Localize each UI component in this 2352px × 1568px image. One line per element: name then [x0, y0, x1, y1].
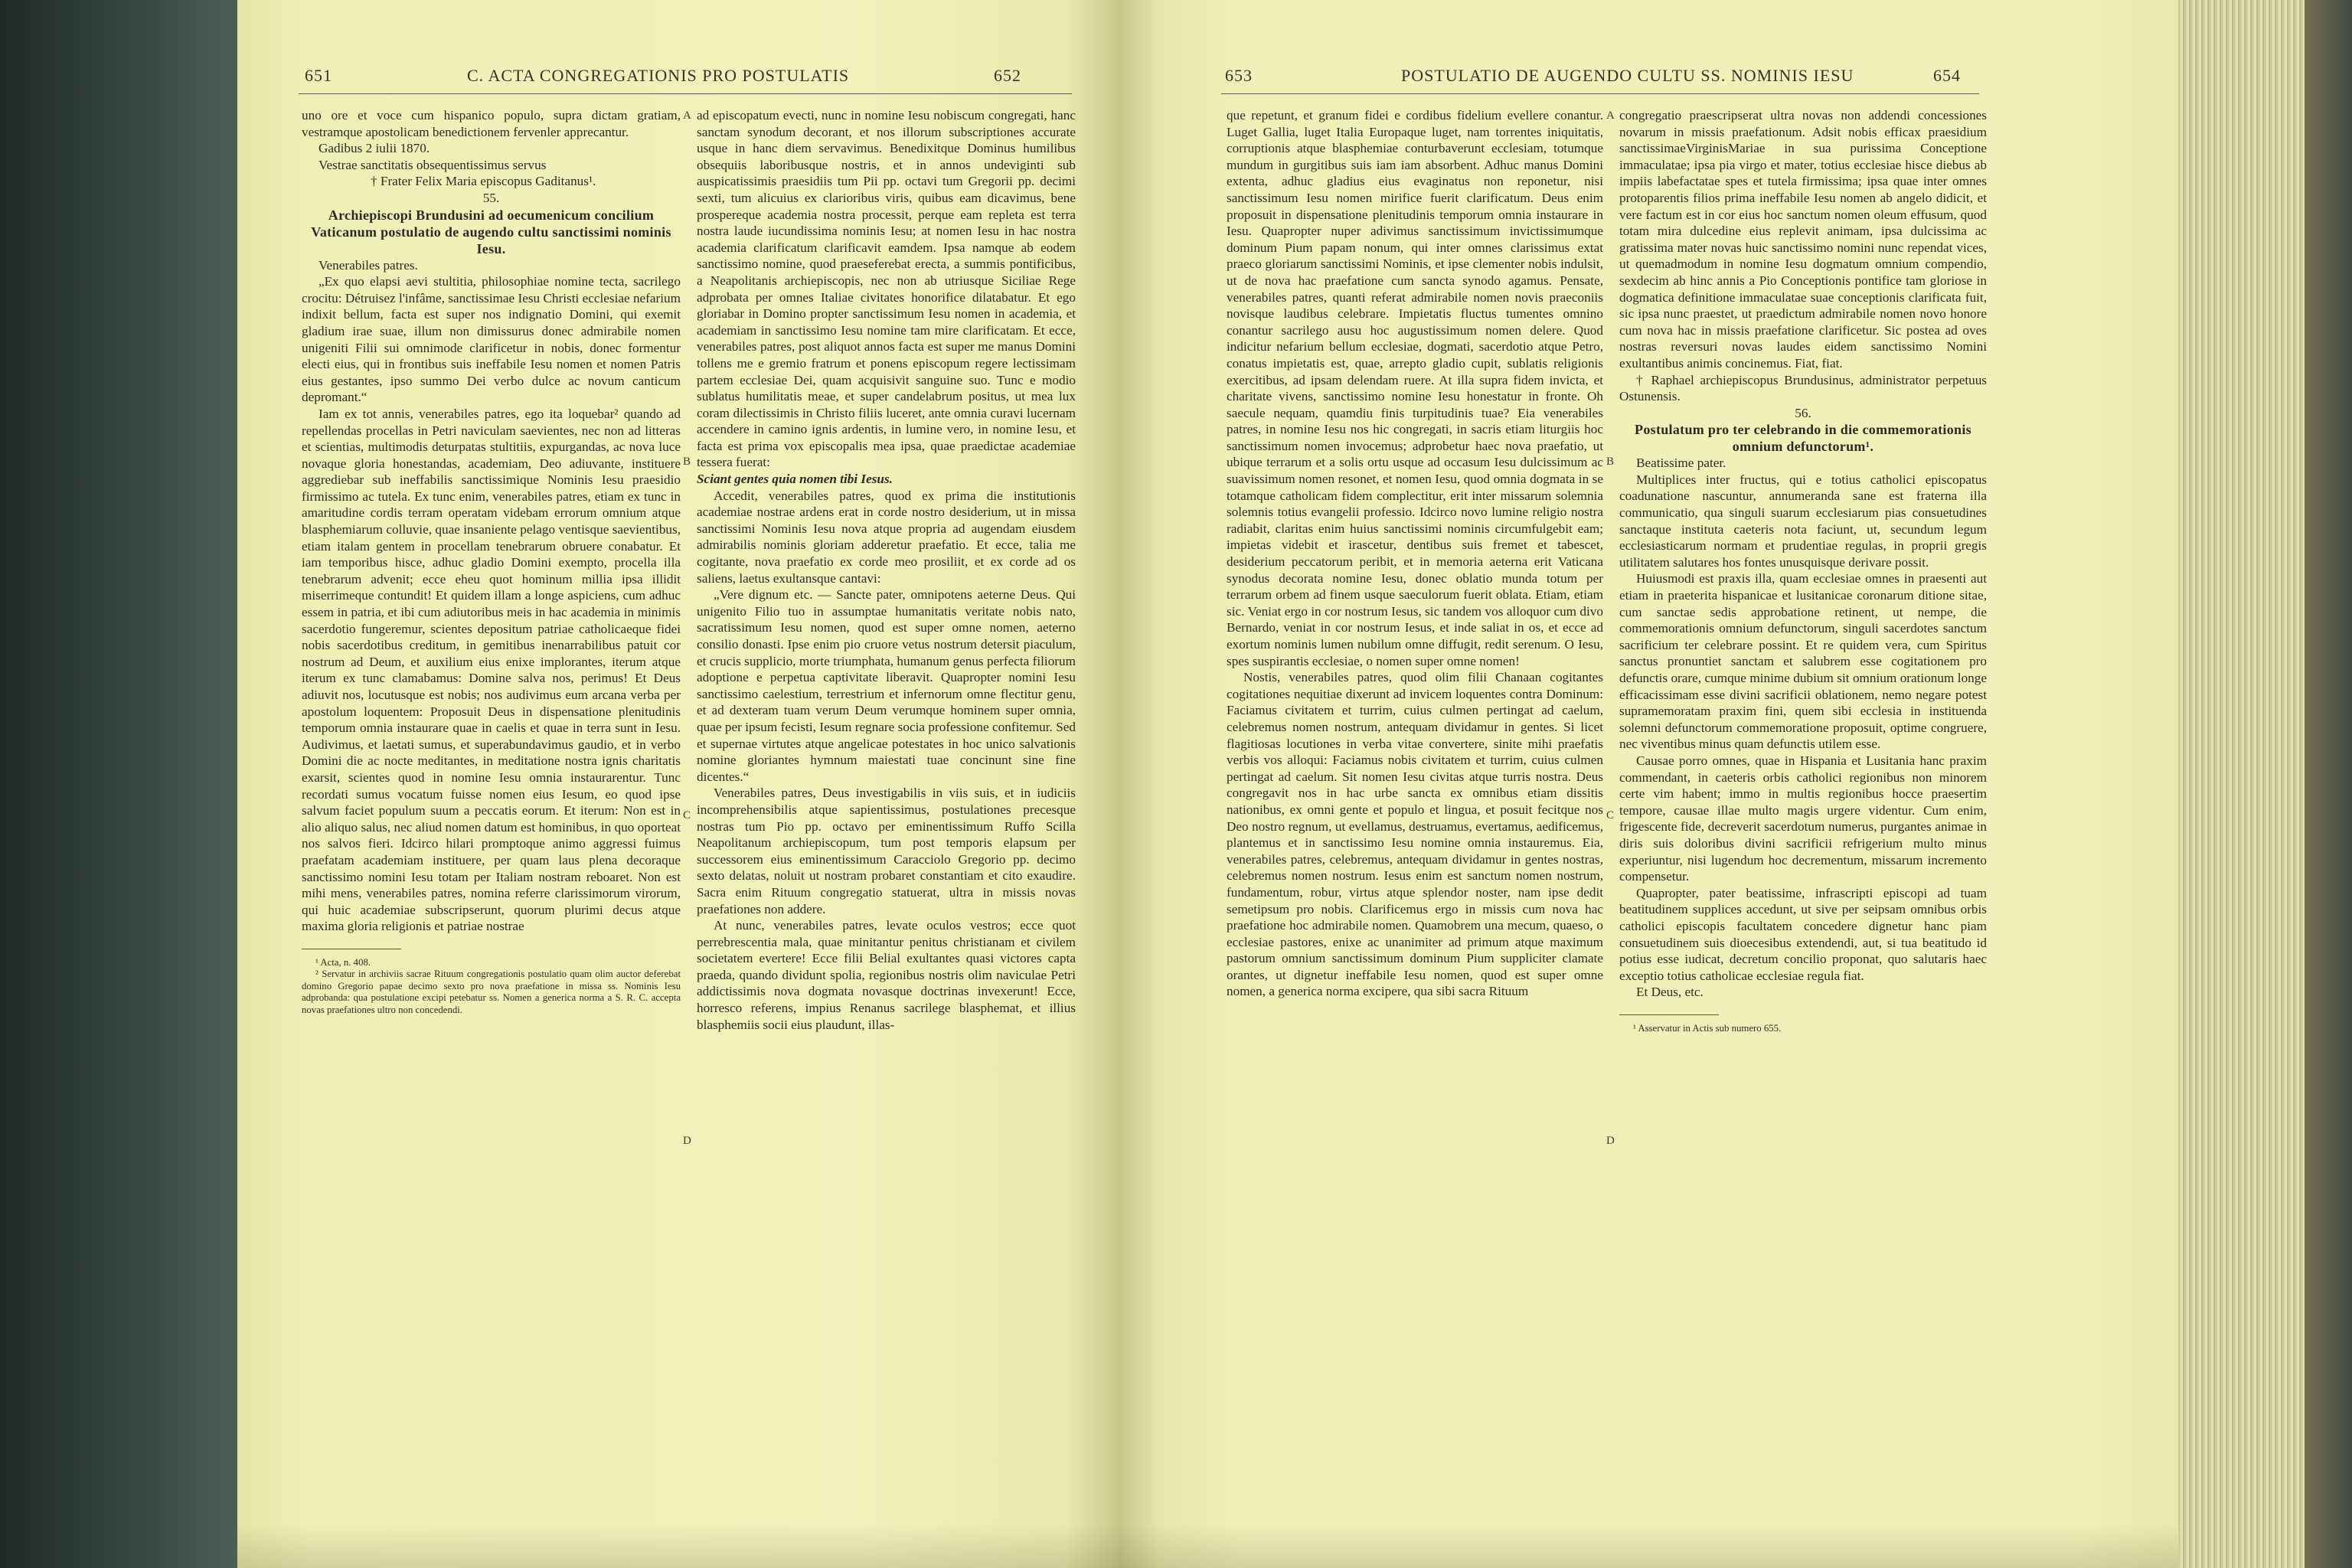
binding-shadow: [0, 0, 253, 1568]
paragraph: congregatio praescripserat ultra novas non addendi concessiones novarum in missis praefationum. Adsit nobis efficax praesidium sanctissimaeVirginisMariae in sua purissima Conceptione immaculatae; ipsa pia virgo et mater, totius ecclesiae hisce diebus ab impiis labefactatae spes et tutela firmissima; ipsa quae inter omnes protoparentis filios prima ineffabile Iesu nomen ab angelo didicit, et vere factum est in cor eius hoc sanctum nomen oleum effusum, quod totam mira dulcedine eius replevit animam, ipsa dulcissima ac gratissima mater novas huic sanctissimo nomini nunc rependat vices, ut quemadmodum in nomine Iesu dogmatum omnium compendio, sexdecim ab hinc annis a Pio Conceptionis pontifice tam gloriose in dogmatica definitione immaculatae suae conceptionis clarificata fuit, sic ipsa nunc praestet, ut praedictum admirabile nomen novo honore cum nova hac in missis praefatione clarificetur. Sic postea ad oves nostras reversuri novas laudes eidem sanctissimo Nomini exultantibus animis concinemus. Fiat, fiat.: [1619, 108, 1987, 371]
right-page: [1118, 0, 2178, 1568]
place-date: Gadibus 2 iulii 1870.: [318, 141, 430, 156]
paragraph: Venerabiles patres, Deus investigabilis in viis suis, et in iudiciis incomprehensibilis atque sapientissimus, postulationes precesque nostras tum Pio pp. octavo per eminentissimum Ruffo Scilla Neapolitanum archiepiscopum, tum post temporis elapsum per successorem eius eminentissimum Caracciolo Gregorio pp. decimo sexto delatas, noluit ut nostram probaret constantiam et cito exaudire. Sacra enim Rituum congregatio statuerat, ultra in missis novas praefationes non addere.: [697, 786, 1076, 916]
paragraph: ad episcopatum evecti, nunc in nomine Iesu nobiscum congregati, hanc sanctam synodum decorant, et nos illorum subscriptiones accurate usque in hanc diem servavimus. Benedixitque Dominus humilibus obsequiis laboribusque nostris, et in annos undeviginti sub auspicatissimis praesidiis tum Pii pp. octavi tum Gregorii pp. decimi sexti, tum alicuius ex clarioribus viris, quibus eam dicavimus, bene prospereque academia nostra processit, perque eam repleta est terra nostra laude iucundissima nominis Iesu; at nomen Iesu in hac nostra academia clarificatum clarificavit eamdem. Ipsa namque ab eodem sanctissimo nomine, quod praeseferebat erecta, a summis pontificibus, a Neapolitanis archiepiscopis, nec non ab utriusque Siciliae Rege adprobata per omnes Italiae civitates honorifice dilatabatur. Et ego gloriabar in Domino propter sanctissimum Iesu nomen in academia, et academiam in sanctissimo Iesu nomine tam mire clarificatam. Et ecce, venerabiles patres, post aliquot annos facta est super me manus Domini tollens me e gremio fratrum et ponens episcopum regere lectissimam partem ecclesiae Dei, quam acquisivit sanguine suo. Tunc e modio sublatus humilitatis meae, et super candelabrum positus, ut mea lux coram dilectissimis in Christo filiis luceret, ante omnia curavi lucernam accendere in camino ignis ardentis, in lumine vero, in nomine Iesu, et facta est prima vox episcopalis mea ipsa, quae praedictae academiae tessera fuerat:: [697, 108, 1076, 470]
motto: Sciant gentes quia nomen tibi Iesus.: [697, 472, 893, 487]
left-page: [237, 0, 1118, 1568]
right-page-column-2: [1619, 107, 1987, 1034]
footnotes: [1619, 1023, 1987, 1035]
left-page-number-652: 652: [994, 66, 1021, 85]
footnote: ¹ Acta, n. 408.: [315, 956, 371, 968]
right-page-number-653: 653: [1225, 66, 1253, 85]
margin-letter: A: [683, 109, 691, 122]
section-number: 55.: [482, 190, 500, 205]
margin-letter: C: [1606, 809, 1615, 822]
margin-letter: D: [683, 1135, 691, 1147]
closing-formula: Vestrae sanctitatis obsequentissimus servus: [318, 157, 547, 172]
paragraph: Causae porro omnes, quae in Hispania et Lusitania hanc praxim commendant, in caeteris orbis catholici regionibus non minorem certe vim habent; immo in multis regionibus hocce praesertim tempore, causae illae multo magis urgere videntur. Cum enim, frigescente fide, decreverit sacerdotum numerus, purgantes animae in diris suis doloribus divini sacrificii refrigerium multo minus experiuntur, nisi lugendum hoc decrementum, missarum incremento compensetur.: [1619, 753, 1987, 884]
signature: † Raphael archiepiscopus Brundusinus, administrator perpetuus Ostunensis.: [1619, 372, 1987, 404]
left-running-title: C. ACTA CONGREGATIONIS PRO POSTULATIS: [467, 66, 850, 85]
right-page-column-1: [1227, 107, 1603, 1000]
paragraph: que repetunt, et granum fidei e cordibus fidelium evellere conantur. Luget Gallia, luget Italia Europaque luget, nam torrentes iniquitatis, corruptionis atque blasphemiae conturbaverunt ecclesiam, totumque mundum in gurgitibus suis iam iam absorbent. Adhuc manus Domini extenta, adhuc gladius eius evaginatus non reponetur, nisi sanctissimum Iesu nomen mirifice fuerit clarificatum. Deus enim proposuit in dispensatione plenitudinis temporum omnia instaurare in Iesu. Quapropter nuper adivimus sanctissimum invictissimumque dominum Pium papam nonum, qui inter omnes clarissimus extat praeco gloriarum sanctissimi Nominis, et ipse clementer nobis indulsit, ut de nova hac praefatione cum sancta synodo agamus. Pensate, venerabiles patres, quanti referat admirabile nomen novis praeconiis novisque laudibus celebrare. Impietatis fluctus tumentes omnino conantur sacrilego ausu hoc augustissimum nomen delere. Quod indicitur nefarium bellum ecclesiae, dogmati, sacerdotio atque Petro, conatus impietatis est, quae, arrepto gladio cupit, sublatis religionis exercitibus, ad ipsam delendam ruere. At illa supra fidem invicta, et charitate vivens, sanctissimo nomine Iesu honestatur in fronte. Oh saecule nequam, quamdiu finis turpitudinis tuae? Eia venerabiles patres, in nomine Iesu nos hic congregati, in sacris etiam liturgiis hoc sanctissimum nomen invocemus; adprobetur haec nova praefatio, ut ubique terrarum et a solis ortu usque ad occasum Iesu dulcissimum ac suavissimum nomen resonet, et nomen Iesu, quod omnia dogmata in se totamque catholicam fidem complectitur, erit inter missarum solemnia solemnis totius evangelii professio. Idcirco novo lumine religio nostra radiabit, claritas enim huius sanctissimi nominis circumfulgebit eam; impietas videbit et irascetur, dentibus suis fremet et tabescet, desiderium peccatorum peribit, et in memoria aeterna erit Vaticana synodus decorata nomine Iesu, donec oblatio munda totum per terrarum orbem ad finem usque saeculorum fuerit oblata. Etiam, etiam sic. Veniat ergo in cor nostrum Iesus, sic tandem vos alloquor cum divo Bernardo, veniat in cor nostrum Iesus, et inde saliat in os, et ecce ad exortum nominis lumen nubilum omne diffugit, redit serenum. O Iesu, spes suspirantis ecclesiae, o nomen super omne nomen!: [1227, 108, 1603, 668]
margin-letter: B: [683, 456, 691, 468]
left-page-column-1: [302, 107, 681, 1016]
paragraph: Accedit, venerabiles patres, quod ex prima die institutionis academiae nostrae ardens erat in corde nostro desiderium, ut in missa sanctissimi Nominis Iesu nova atque propria ad augendam eiusdem admirabilis nominis gloriam adderetur praefatio. Et ecce, talia me cogitante, nova praefatio ex corde meo prosiliit, et ex corde ad os saliens, laetus exultansque cantavi:: [697, 488, 1076, 586]
section-title: Archiepiscopi Brundusini ad oecumenicum concilium Vaticanum postulatio de augendo cultu sanctissimi nominis Iesu.: [311, 207, 671, 256]
paragraph: Huiusmodi est praxis illa, quam ecclesiae omnes in praesenti aut etiam in praeterita hispanicae et lusitanicae coronarum ditione sitae, cum sanctae sedis approbatione retinent, ut nempe, die commemorationis omnium defunctorum, singuli sacerdotes sanctum sacrificium ter celebrare possint. Et re quidem vera, cum Spiritus sanctus pronuntiet sanctam et salubrem esse cogitationem pro defunctis orare, cumque minime dubium sit omnium orationum longe efficacissimam esse divini sacrificii oblationem, nemo negare potest supramemoratam praxim fini, quem sibi ecclesia in instituenda solemni defunctorum commemoratione proposuit, optime congruere, nec viventibus minus quam defunctis utilem esse.: [1619, 571, 1987, 752]
left-page-number-651: 651: [305, 66, 332, 85]
margin-letter: B: [1606, 456, 1615, 468]
paragraph: Nostis, venerabiles patres, quod olim filii Chanaan cogitantes cogitationes nequitiae dixerunt ad invicem loquentes contra Dominum: Faciamus civitatem et turrim, cuius culmen pertingat ad caelum, celebremus nomen nostrum, antequam dividamur in gentes. Si licet flagitiosas locutiones in verba vitae convertere, sinite mihi praefatis verbis vos alloqui: Faciamus nobis civitatem et turrim, cuius culmen pertingat ad caelum. Sit nomen Iesu civitas atque turris nostra. Deus congregavit nos in hac urbe sancta ex omnibus etiam dissitis nationibus, ex omni gente et populo et lingua, et posuit fecitque nos Deo nostro regnum, ut evellamus, destruamus, evertamus, aedificemus, plantemus et in sanctissimo Iesu nomine omnia instauremus. Eia, venerabiles patres, celebremus, antequam dividamur in gentes nostras, celebremus nomen nostrum. Iesus enim est sanctum nomen nostrum, fundamentum, robur, virtus atque splendor noster, nam ipse dedit semetipsum pro nobis. Clarificemus ergo in missis cum nova hac praefatione hoc admirabile nomen. Quamobrem una mecum, quaeso, o ecclesiae pastores, enixe ac unanimiter ad primum atque maximum pastorum omnium sanctissimum dominum Pium suppliciter clamate orantes, ut dignetur ineffabile Iesu nomen, quod est super omne nomen, a generica norma excipere, qua sibi sacra Rituum: [1227, 670, 1603, 999]
left-page-column-2: [697, 107, 1076, 1033]
footnote-rule: [1619, 1014, 1719, 1015]
footnotes: [302, 957, 681, 1017]
salutation: Beatissime pater.: [1636, 456, 1726, 471]
margin-letter: A: [1606, 109, 1615, 122]
book-cover-edge: [2305, 0, 2352, 1568]
section-title: Postulatum pro ter celebrando in die commemorationis omnium defunctorum¹.: [1635, 422, 1971, 455]
salutation: Venerabiles patres.: [318, 257, 418, 273]
paragraph: „Vere dignum etc. — Sancte pater, omnipotens aeterne Deus. Qui unigenito Filio tuo in assumptae humanitatis veritate nobis nato, sacratissimum Iesu nomen, quod est super omne nomen, aeterno consilio donasti. Ipse enim pio cruore vetus nostrum detersit piaculum, et crucis supplicio, morte triumphata, humanum genus perfecta filiorum adoptione e perpetua captivitate liberavit. Quapropter nomini Iesu sanctissimo caelestium, terrestrium et infernorum omne flectitur genu, et ad dexteram tuam verum Deum verumque hominem super omnia, quae per ipsum fecisti, Iesum regnare socia professione confitemur. Sed et supernae virtutes atque angelicae potestates in hoc unico salvationis nomine gloriantes hymnum maiestati tuae concinunt sine fine dicentes.“: [697, 587, 1076, 784]
section-number: 56.: [1795, 405, 1811, 420]
right-running-title: POSTULATIO DE AUGENDO CULTU SS. NOMINIS IESU: [1401, 66, 1854, 85]
paragraph: Iam ex tot annis, venerabiles patres, ego ita loquebar² quando ad repellendas procellas in Petri naviculam saevientes, nec non ad litteras et scientias, multimodis deturpatas stultitiis, expurgandas, ac nova luce novaque gloria honestandas, academiam, Deo adiuvante, instituere aggrediebar sub ineffabilis sanctissimique Nominis Iesu praesidio firmissimo ac tutela. Ex tunc enim, venerabiles patres, etiam ex tunc in amaritudine cordis terram operatam videbam errorum omnium atque blasphemiarum colluvie, quae insaniente pelago ventisque saevientibus, etiam italam gentem in procellam tenebrarum obruere conabatur. Et iam temporibus hisce, adhuc gladio Domini exempto, procella illa tenebrarum advenit; ecce eheu quot hominum millia ipsa illidit miserrimeque contundit! Et quidem illam a longe aspiciens, cum adhuc essem in patria, et ibi cum adiutoribus meis in hac academia in minimis sacerdotio fungeremur, scientes depositum patriae catholicaeque fidei nobis sacerdotibus creditum, in gemitibus inenarrabilibus patuit cor nostrum ad Deum, et auxilium eius enixe implorantes, iterum atque iterum ex tunc clamabamus: Domine salva nos, perimus! Et Deus adiuvit nos, locutusque est nobis; nos audivimus eum arcana verba per apostolum loquentem: Proposuit Deus in dispensatione plenitudinis temporum omnia instaurare quae in caelis et quae in terra sunt in Iesu. Audivimus, et laetati sumus, et superabundavimus gaudio, et in verbo Domini die ac nocte meditantes, in meditatione nostra ignis charitatis exarsit, scientes quod in nomine Iesu omnia instaurarentur. Tunc recordati sumus vocatum fuisse nomen eius Iesum, eo quod ipse salvum faciet populum suum a peccatis eorum. Et iterum: Non est in alio aliquo salus, nec aliud nomen datum est hominibus, in quo oporteat nos salvos fieri. Idcirco hilari promptoque animo aggressi fuimus praefatam academiam instituere, per quam laus plena decoraque sanctissimo nomini Iesu totam per Italiam nostram reboaret. Non est mihi mens, venerabiles patres, nomina referre clarissimorum virorum, qui huic academiae subscripserunt, quorum plurimi decus atque maxima gloria religionis et patriae nostrae: [302, 406, 681, 934]
paragraph: uno ore et voce cum hispanico populo, supra dictam gratiam, vestramque apostolicam benedictionem fervenler apprecantur.: [302, 108, 681, 139]
header-rule: [299, 93, 1072, 94]
paragraph: At nunc, venerabiles patres, levate oculos vestros; ecce quot perrebrescentia mala, quae minitantur penitus christianam et civilem societatem evertere! Ecce filii Belial exultantes quasi victores capta praeda, quando dividunt spolia, regionibus nostris olim naviculae Petri addictissimis nova dogmata novasque doctrinas invexerunt! Ecce, horresco referens, impius Renanus sacrilege blasphemat, et illius blasphemiis socii eius plaudunt, illas-: [697, 918, 1076, 1032]
right-page-number-654: 654: [1933, 66, 1961, 85]
signature: † Frater Felix Maria episcopus Gaditanus¹.: [371, 174, 596, 189]
paragraph: „Ex quo elapsi aevi stultitia, philosophiae nomine tecta, sacrilego crocitu: Détruisez l'infâme, sanctissimae Iesu Christi ecclesiae nefarium indixit bellum, facta est super nos indignatio Domini, qui exemit gladium irae suae, illum non dimissurus donec admirabile nomen unigeniti Filii sui omnimode clarificetur in nobis, donec formentur electi eius, qui in frontibus suis ineffabile Iesu nomen et nomen Patris eius gestantes, ipso summo Dei verbo dulce ac novum canticum depromant.“: [302, 274, 681, 405]
paragraph: Quapropter, pater beatissime, infrascripti episcopi ad tuam beatitudinem supplices accedunt, ut sive per seipsam omnibus orbis catholici episcopis facultatem concedere dignetur hanc piam consuetudinem suis dioecesibus extendendi, aut, si tua beatitudo id potius esse iudicat, decretum concilio proponat, quo salutaris haec exceptio totius catholicae ecclesiae regula fiat.: [1619, 885, 1987, 983]
paragraph: Multiplices inter fructus, qui e totius catholici episcopatus coadunatione nascuntur, annumeranda sane est fraterna illa communicatio, qua singuli suarum ecclesiarum pias consuetudines sanctaque instituta caeteris nota faciunt, ut, secundum legum ecclesiasticarum normam et prudentiae regulas, in proprii gregis utilitatem salutares hos fontes unusquisque derivare possit.: [1619, 472, 1987, 570]
footnote: ² Servatur in archiviis sacrae Rituum congregationis postulatio quam olim auctor deferebat domino Gregorio papae decimo sexto pro nova praefatione in missa ss. Nominis Iesu adprobanda: qua postulatione excipi petebatur ss. Nomen a generica norma a S. R. C. accepta novas praefationes ultro non concedendi.: [302, 969, 681, 1015]
closing-formula: Et Deus, etc.: [1636, 985, 1704, 1000]
bottom-shadow: [237, 1524, 2178, 1568]
footnote: ¹ Asservatur in Actis sub numero 655.: [1633, 1022, 1782, 1034]
margin-letter: C: [683, 809, 691, 822]
header-rule: [1221, 93, 1979, 94]
margin-letter: D: [1606, 1135, 1615, 1147]
